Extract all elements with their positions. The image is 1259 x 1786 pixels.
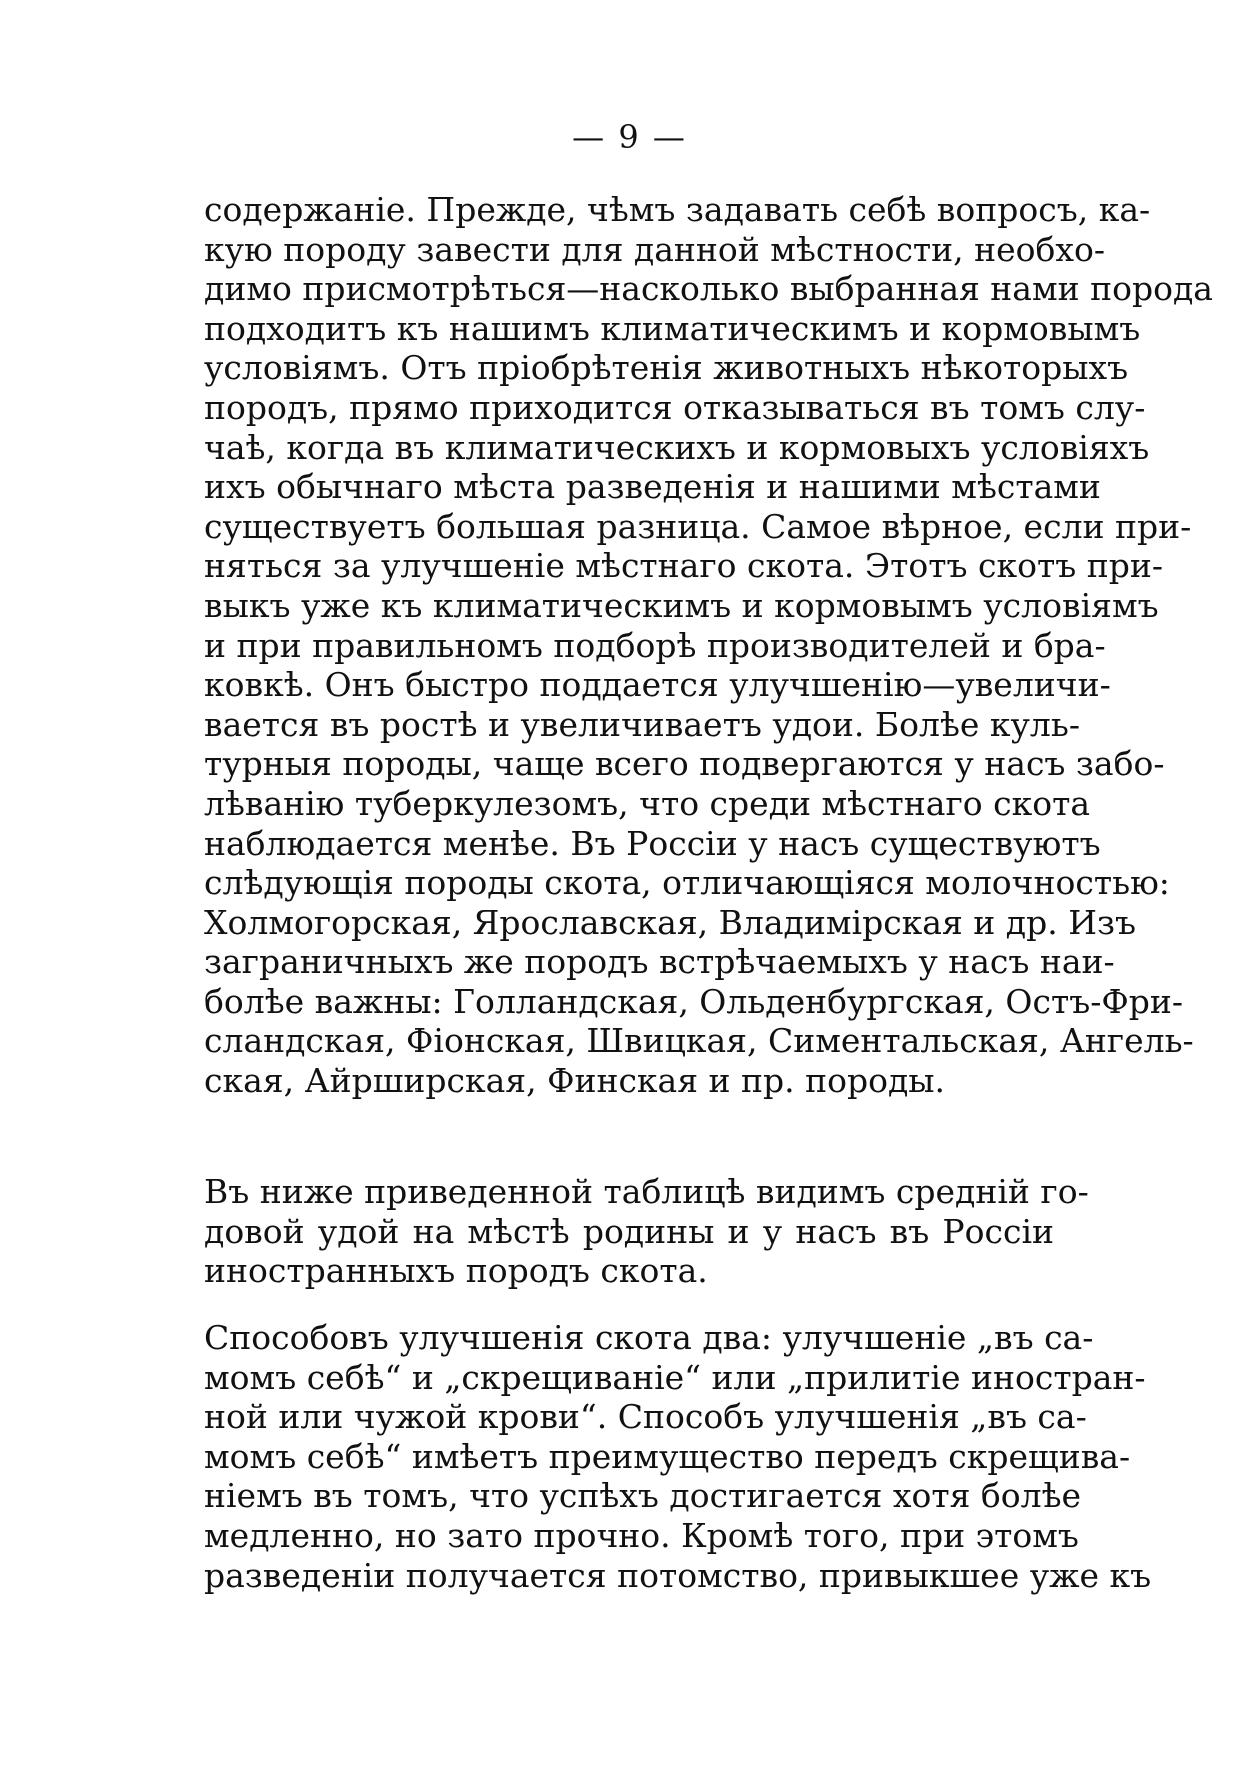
paragraph-2 (204, 1172, 1089, 1291)
text-line: иностранныхъ породъ скота. (204, 1251, 708, 1291)
text-line: сландская, Фіонская, Швицкая, Симентальская, Ангель- (204, 1021, 1194, 1061)
paragraph-3 (204, 1318, 1152, 1595)
text-line: медленно, но зато прочно. Кромѣ того, при этомъ (204, 1515, 1079, 1555)
text-line: выкъ уже къ климатическимъ и кормовымъ условіямъ (204, 585, 1159, 625)
text-line: и при правильномъ подборѣ производителей и бра- (204, 625, 1106, 665)
text-line: ной или чужой крови“. Способъ улучшенія „въ са- (204, 1397, 1087, 1437)
text-line: момъ себѣ“ имѣетъ преимущество передъ скрещива- (204, 1436, 1131, 1476)
text-line: Въ ниже приведенной таблицѣ видимъ средній го- (204, 1172, 1089, 1211)
text-line: няться за улучшеніе мѣстнаго скота. Этотъ скотъ при- (204, 546, 1163, 586)
text-line: существуетъ большая разница. Самое вѣрное, если при- (204, 506, 1192, 546)
text-line: ская, Айрширская, Финская и пр. породы. (204, 1061, 946, 1101)
text-line: Холмогорская, Ярославская, Владимірская и др. Изъ (204, 902, 1136, 942)
text-line: условіямъ. Отъ пріобрѣтенія животныхъ нѣкоторыхъ (204, 348, 1129, 388)
text-line: кую породу завести для данной мѣстности, необхо- (204, 229, 1106, 269)
text-line: Способовъ улучшенія скота два: улучшеніе „въ са- (204, 1318, 1094, 1357)
page-number: — 9 — (572, 118, 687, 156)
text-line: подходитъ къ нашимъ климатическимъ и кормовымъ (204, 308, 1141, 348)
text-line: заграничныхъ же породъ встрѣчаемыхъ у насъ наи- (204, 942, 1115, 982)
text-line: лѣванію туберкулезомъ, что среди мѣстнаго скота (204, 783, 1091, 823)
text-line: ніемъ въ томъ, что успѣхъ достигается хотя болѣе (204, 1476, 1082, 1516)
paragraph-1 (204, 190, 1213, 1101)
text-line: содержаніе. Прежде, чѣмъ задавать себѣ вопросъ, ка- (204, 190, 1151, 229)
text-line: вается въ ростѣ и увеличиваетъ удои. Болѣе куль- (204, 704, 1081, 744)
text-line: турныя породы, чаще всего подвергаются у насъ забо- (204, 744, 1165, 784)
text-line: болѣе важны: Голландская, Ольденбургская, Остъ-Фри- (204, 981, 1184, 1021)
text-line: разведеніи получается потомство, привыкшее уже къ (204, 1555, 1152, 1595)
text-line: слѣдующія породы скота, отличающіяся молочностью: (204, 863, 1170, 903)
text-line: довой удой на мѣстѣ родины и у насъ въ Россіи (204, 1211, 1054, 1251)
text-line: момъ себѣ“ и „скрещиваніе“ или „прилитіе иностран- (204, 1357, 1146, 1397)
text-line: ковкѣ. Онъ быстро поддается улучшенію—увеличи- (204, 665, 1111, 705)
text-line: породъ, прямо приходится отказываться въ томъ слу- (204, 387, 1146, 427)
text-line: чаѣ, когда въ климатическихъ и кормовыхъ условіяхъ (204, 427, 1150, 467)
text-line: димо присмотрѣться—насколько выбранная нами порода (204, 269, 1213, 309)
text-line: наблюдается менѣе. Въ Россіи у насъ существуютъ (204, 823, 1101, 863)
text-line: ихъ обычнаго мѣста разведенія и нашими мѣстами (204, 467, 1101, 507)
